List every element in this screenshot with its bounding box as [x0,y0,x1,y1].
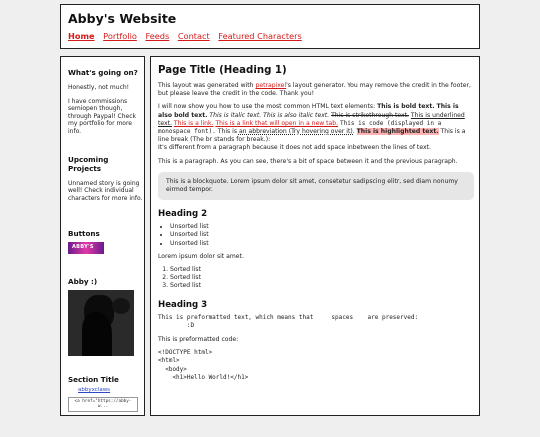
site-button-badge-text: ABBY'S [72,244,94,250]
nav-featured-characters[interactable]: Featured Characters [218,31,302,41]
abbyxclaws-image-link[interactable]: abbyxclaws [78,387,111,393]
site-button-badge[interactable] [68,242,104,254]
abbreviation-example[interactable]: an abbreviation (Try hovering over it). [238,128,355,136]
preformatted-code-label: This is preformatted code: [158,336,239,344]
abby-heading: Abby :) [68,277,98,286]
link-example[interactable]: This is a link. [173,119,214,127]
page-title: Page Title (Heading 1) [158,65,287,76]
nav-contact[interactable]: Contact [177,31,210,41]
main-content [150,56,480,416]
lorem-text: Lorem ipsum dolor sit amet. [158,252,244,260]
header [60,4,480,49]
heading-2: Heading 2 [158,209,208,220]
elements-paragraph: I will now show you how to use the most common HTML text elements: This is bold text. This is also bold text. This is italic text. This is also italic text. This is strikethrough text. This is underlined text. This is a link. This is a link that will open in a new tab. This is code (displayed in a monospace font). This is an abbreviation (Try hovering over it). This is highlighted text. This is a line break (The br stands for break.): It's different from a paragraph because it does not add space inbetween the lines of text. [158,103,466,152]
list-item: • Unsorted list [170,223,474,231]
nav-feeds[interactable]: Feeds [145,31,170,41]
list-item: • Unsorted list [170,240,474,248]
sidebar [60,56,145,416]
preformatted-code: <!DOCTYPE html> <html> <body> <h1>Hello World!</h1> [158,349,249,381]
nav-portfolio[interactable]: Portfolio [103,31,137,41]
list-item: 1. Sorted list [170,266,474,274]
upcoming-text: Unnamed story is going well! Check individual characters for more info. [68,180,143,202]
status-text: Honestly, not much! [68,84,130,91]
abby-avatar-image [68,290,134,356]
buttons-heading: Buttons [68,229,100,238]
list-item: • Unsorted list [170,231,474,239]
embed-code-box[interactable]: <a href="https://abby-w... [68,397,138,412]
heading-3: Heading 3 [158,299,208,310]
blockquote: This is a blockquote. Lorem ipsum dolor sit amet, consetetur sadipscing elitr, sed diam nonumy eirmod tempor. [158,172,474,200]
preformatted-text: This is preformatted text, which means that spaces are preserved: :D [158,313,419,329]
petrapixel-link[interactable]: petrapixel [255,82,287,89]
new-tab-link-example[interactable]: This is a link that will open in a new tab. [215,119,339,127]
commission-text: I have commissions semiopen though, through Paypal! Check my portfolio for more info. [68,98,136,135]
status-heading: What's going on? [68,68,138,77]
nav-home[interactable]: Home [68,31,95,41]
intro-paragraph: This layout was generated with petrapixel's layout generator. You may remove the credit in the footer, but please leave the credit in the code. Thank you! [158,82,471,98]
site-title: Abby's Website [68,11,177,26]
sorted-list [158,266,474,291]
list-item: 3. Sorted list [170,282,474,290]
unsorted-list [158,223,474,248]
paragraph-example: This is a paragraph. As you can see, there's a bit of space between it and the previous paragraph. [158,157,458,165]
list-item: 2. Sorted list [170,274,474,282]
section-heading: Section Title [68,375,119,384]
section-embed [68,387,138,437]
main-nav [68,31,308,41]
upcoming-heading: Upcoming Projects [68,155,109,173]
